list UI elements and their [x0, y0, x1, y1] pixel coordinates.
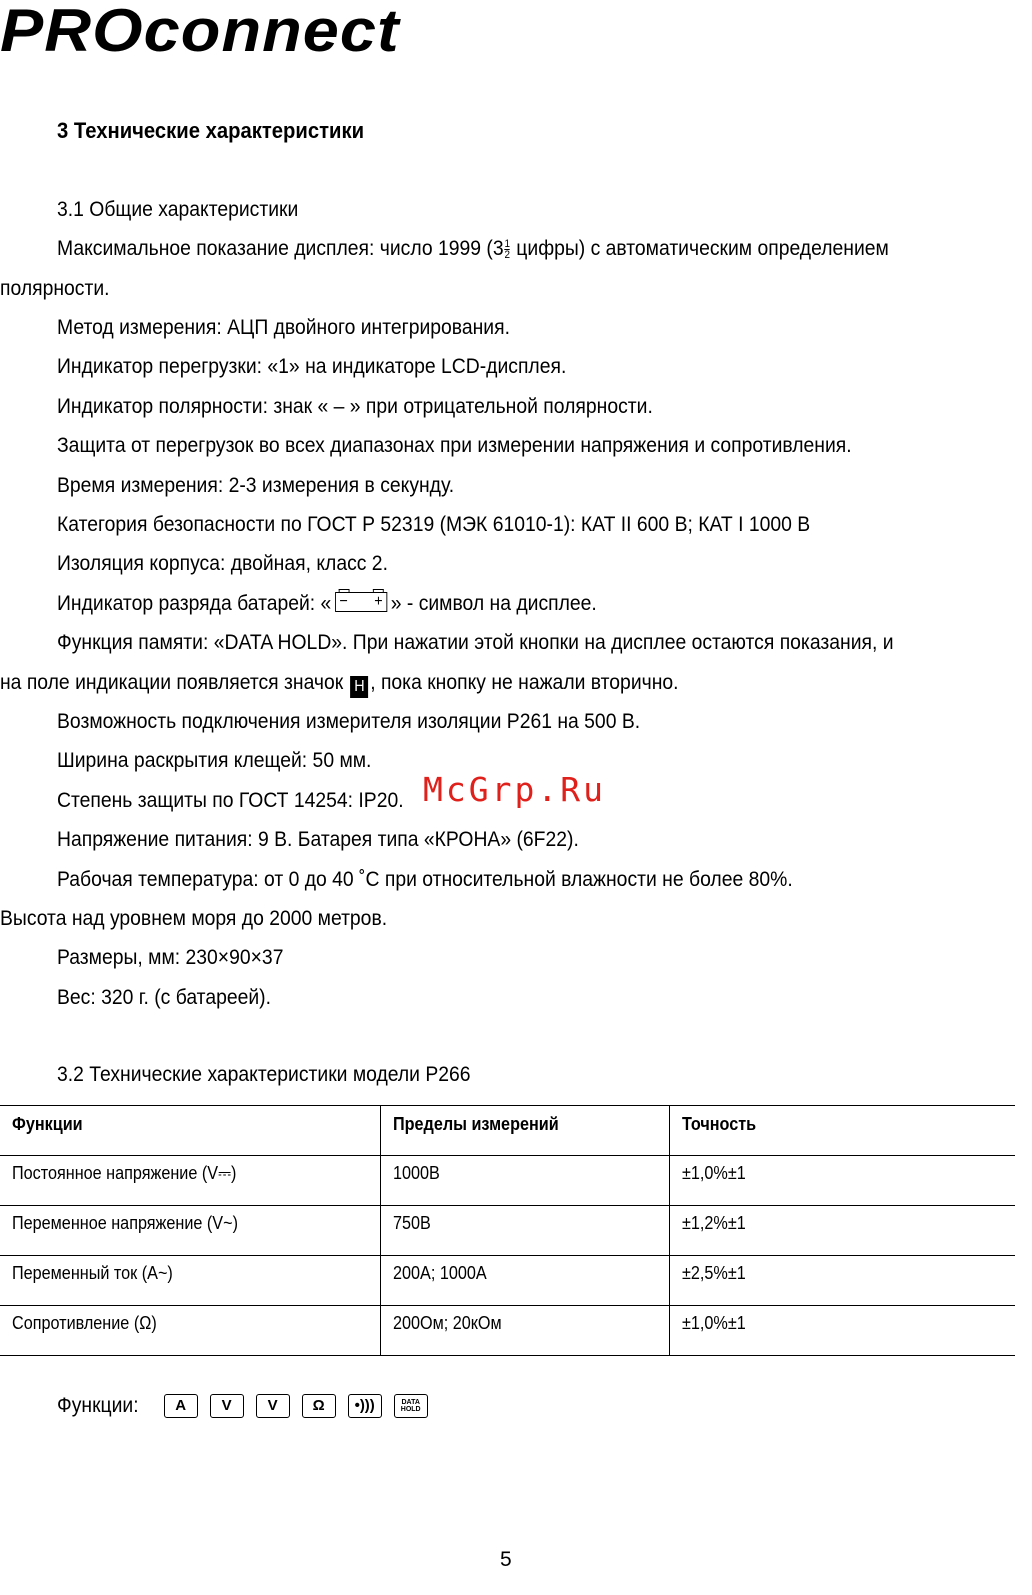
spec-line-display [57, 234, 889, 262]
spec-line-time: Время измерения: 2-3 измерения в секунду. [57, 473, 455, 497]
spec-line-safety: Категория безопасности по ГОСТ Р 52319 (МЭК 61010-1): КАТ II 600 В; КАТ I 1000 В [57, 512, 811, 536]
spec-line-memory-cont [0, 668, 679, 698]
fraction-denominator: 2 [504, 248, 511, 261]
table-cell [0, 1156, 380, 1206]
table-cell [0, 1306, 380, 1356]
column-header-label: Пределы измерений [392, 1114, 559, 1134]
spec-line-insulation: Изоляция корпуса: двойная, класс 2. [57, 551, 388, 575]
functions-label: Функции: [57, 1393, 139, 1417]
cell-function: Переменное напряжение (V~) [12, 1213, 238, 1233]
spec-table [0, 1105, 1015, 1356]
table-cell [669, 1256, 1015, 1306]
spec-line-weight: Вес: 320 г. (с батареей). [57, 985, 272, 1009]
table-header-row [0, 1106, 1015, 1156]
data-hold-icon [394, 1394, 428, 1418]
cell-function: Постоянное напряжение (V⎓) [12, 1163, 237, 1183]
logo-connect: connect [143, 0, 400, 64]
column-header [669, 1106, 1015, 1156]
spec-line-polarity: Индикатор полярности: знак « – » при отрицательной полярности. [57, 394, 653, 418]
column-header [380, 1106, 669, 1156]
data-hold-top: DATA [401, 1398, 420, 1406]
cell-range: 200Ом; 20кОм [392, 1313, 502, 1333]
spec-line-jaw: Ширина раскрытия клещей: 50 мм. [57, 748, 372, 772]
resistance-icon: Ω [302, 1394, 336, 1418]
spec-line-altitude: Высота над уровнем моря до 2000 метров. [0, 906, 388, 930]
table-cell [380, 1306, 669, 1356]
cell-accuracy: ±1,0%±1 [681, 1163, 746, 1183]
column-header [0, 1106, 380, 1156]
spec-line-polarity-cont: полярности. [0, 276, 110, 300]
cell-accuracy: ±1,2%±1 [681, 1213, 746, 1233]
spec-line-connect: Возможность подключения измерителя изоляции Р261 на 500 В. [57, 709, 641, 733]
spec-line-battery [57, 589, 597, 617]
table-cell [669, 1156, 1015, 1206]
table-cell [0, 1206, 380, 1256]
cell-range: 750В [392, 1213, 431, 1233]
spec-line-method: Метод измерения: АЦП двойного интегрирования. [57, 315, 510, 339]
model-heading: 3.2 Технические характеристики модели Р266 [57, 1062, 471, 1086]
data-hold-bottom: HOLD [400, 1405, 421, 1413]
spec-line-size: Размеры, мм: 230×90×37 [57, 945, 284, 969]
spec-line-temp: Рабочая температура: от 0 до 40 ˚С при относительной влажности не более 80%. [57, 867, 793, 891]
logo-pro: PRO [0, 0, 144, 64]
spec-line-overload: Индикатор перегрузки: «1» на индикаторе LCD-дисплея. [57, 354, 567, 378]
spec-text: на поле индикации появляется значок [0, 670, 349, 694]
cell-function: Переменный ток (A~) [12, 1263, 173, 1283]
table-cell [669, 1206, 1015, 1256]
general-heading: 3.1 Общие характеристики [57, 197, 299, 221]
table-row [0, 1206, 1015, 1256]
cell-range: 1000В [392, 1163, 440, 1183]
spec-line-power: Напряжение питания: 9 В. Батарея типа «КРОНА» (6F22). [57, 827, 579, 851]
continuity-icon: •))) [348, 1394, 382, 1418]
cell-function: Сопротивление (Ω) [12, 1313, 157, 1333]
table-cell [380, 1206, 669, 1256]
spec-text: цифры) с автоматическим определением [510, 236, 889, 260]
spec-text: , пока кнопку не нажали вторично. [370, 670, 679, 694]
hold-icon: H [350, 676, 368, 698]
spec-text: Индикатор разряда батарей: « [57, 591, 332, 615]
column-header-label: Функции [12, 1114, 83, 1134]
table-cell [669, 1306, 1015, 1356]
ac-current-icon: A [164, 1394, 198, 1418]
spec-text: » - символ на дисплее. [390, 591, 597, 615]
battery-minus: − [339, 593, 348, 610]
ac-voltage-icon: V [256, 1394, 290, 1418]
section-title: 3 Технические характеристики [57, 118, 365, 143]
cell-accuracy: ±2,5%±1 [681, 1263, 746, 1283]
page-number: 5 [500, 1548, 512, 1571]
table-cell [380, 1156, 669, 1206]
spec-line-protection: Защита от перегрузок во всех диапазонах при измерении напряжения и сопротивления. [57, 433, 852, 457]
dc-voltage-icon: V [210, 1394, 244, 1418]
cell-accuracy: ±1,0%±1 [681, 1313, 746, 1333]
table-row [0, 1156, 1015, 1206]
fraction [505, 239, 511, 260]
fraction-numerator: 1 [504, 237, 511, 250]
spec-text: Максимальное показание дисплея: число 1999 (3 [57, 236, 504, 260]
functions-row [57, 1393, 428, 1418]
spec-line-ip: Степень защиты по ГОСТ 14254: IP20. [57, 788, 404, 812]
table-row [0, 1256, 1015, 1306]
proconnect-logo [0, 0, 400, 66]
column-header-label: Точность [681, 1114, 756, 1134]
battery-plus: + [374, 593, 383, 610]
table-cell [380, 1256, 669, 1306]
table-cell [0, 1256, 380, 1306]
battery-icon [335, 592, 387, 612]
table-row [0, 1306, 1015, 1356]
watermark: McGrp.Ru [423, 770, 606, 809]
cell-range: 200А; 1000А [392, 1263, 487, 1283]
spec-line-memory: Функция памяти: «DATA HOLD». При нажатии этой кнопки на дисплее остаются показания, и [57, 630, 894, 654]
